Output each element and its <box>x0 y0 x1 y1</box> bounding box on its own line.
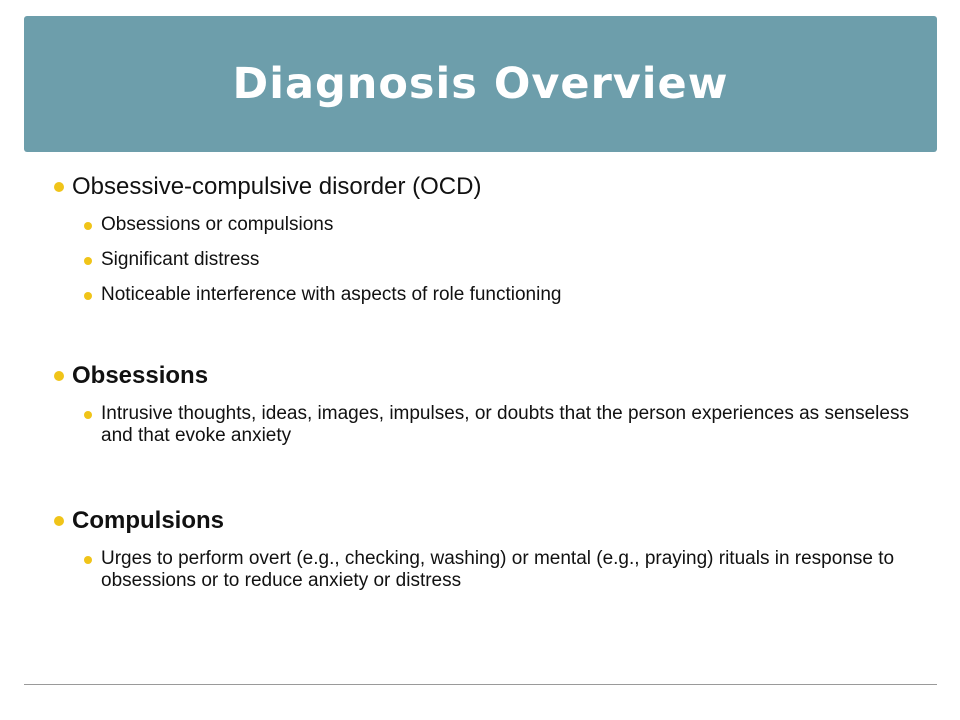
section-heading-compulsions: Compulsions <box>72 507 225 534</box>
bullet-icon <box>84 222 92 230</box>
list-item: Significant distress <box>101 249 260 270</box>
slide-title: Diagnosis Overview <box>232 58 729 109</box>
bullet-icon <box>84 292 92 300</box>
list-item: Obsessions or compulsions <box>101 214 334 235</box>
bottom-divider <box>24 684 937 685</box>
bullet-icon <box>54 516 64 526</box>
bullet-icon <box>54 182 64 192</box>
bullet-icon <box>84 257 92 265</box>
bullet-icon <box>84 411 92 419</box>
list-item: Noticeable interference with aspects of role functioning <box>101 284 562 305</box>
bullet-icon <box>54 371 64 381</box>
section-heading-obsessions: Obsessions <box>72 362 209 389</box>
list-item: Intrusive thoughts, ideas, images, impulses, or doubts that the person experiences as senseless and that evoke anxiety <box>101 403 909 446</box>
section-heading-ocd: Obsessive-compulsive disorder (OCD) <box>72 173 482 200</box>
bullet-icon <box>84 556 92 564</box>
list-item: Urges to perform overt (e.g., checking, washing) or mental (e.g., praying) rituals in response to obsessions or to reduce anxiety or distress <box>101 548 895 591</box>
